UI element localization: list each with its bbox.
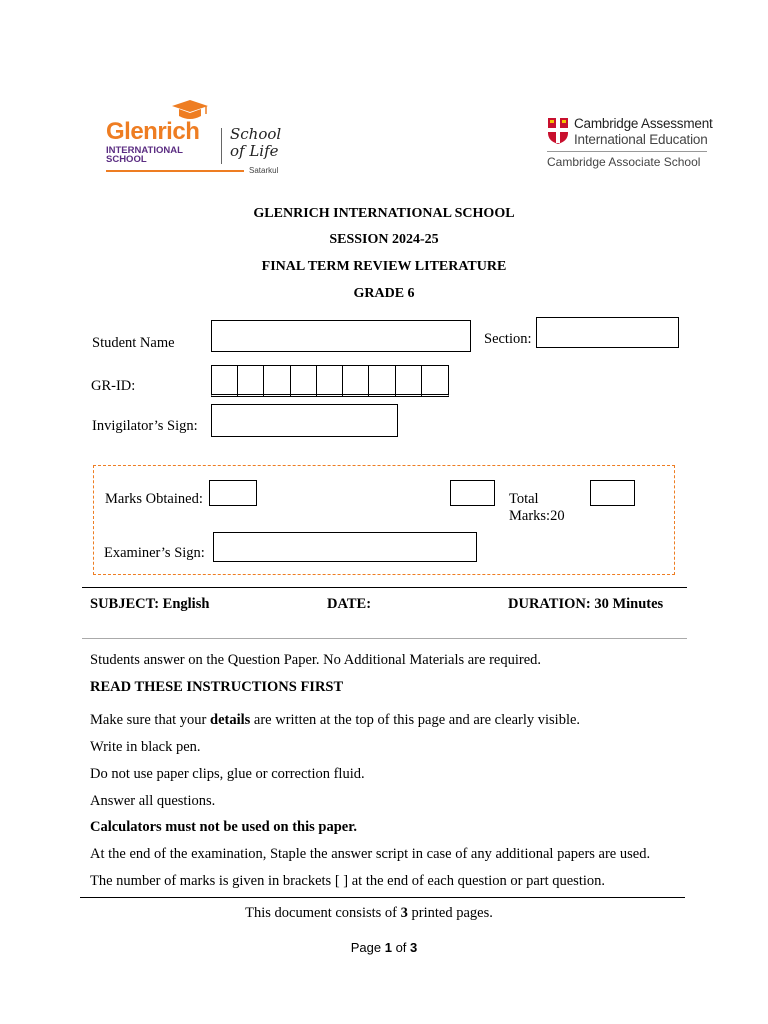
- logo-location: Satarkul: [249, 166, 279, 175]
- total-marks-field[interactable]: [590, 480, 635, 506]
- school-of-life-tagline: School of Life: [230, 125, 282, 160]
- glenrich-logo: [104, 98, 294, 178]
- instruction-calculators: Calculators must not be used on this paper.: [90, 819, 357, 835]
- invigilator-sign-field[interactable]: [211, 404, 398, 437]
- document-page-count: This document consists of 3 printed pages.: [245, 905, 493, 921]
- examiner-sign-field[interactable]: [213, 532, 477, 562]
- gr-id-cell[interactable]: [238, 366, 264, 396]
- exam-title: FINAL TERM REVIEW LITERATURE: [261, 259, 507, 274]
- logo-divider: [221, 128, 222, 164]
- date-text: DATE:: [327, 596, 372, 612]
- instruction-staple: At the end of the examination, Staple the answer script in case of any additional papers are used.: [90, 846, 651, 862]
- duration-text: DURATION: 30 Minutes: [508, 596, 664, 612]
- examiner-sign-label: Examiner’s Sign:: [104, 545, 205, 561]
- student-name-field[interactable]: [211, 320, 471, 352]
- subject-bottom-rule: [82, 638, 687, 639]
- session-title: SESSION 2024-25: [329, 232, 439, 247]
- school-title: GLENRICH INTERNATIONAL SCHOOL: [253, 206, 515, 221]
- glenrich-school-text: INTERNATIONAL SCHOOL: [106, 145, 183, 165]
- instruction-marks: The number of marks is given in brackets [ ] at the end of each question or part question.: [90, 873, 605, 889]
- gr-id-label: GR-ID:: [91, 378, 136, 394]
- grade-title: GRADE 6: [353, 286, 415, 301]
- glenrich-wordmark: Glenrich: [106, 118, 200, 145]
- cambridge-shield-icon: [547, 117, 569, 145]
- gr-id-field[interactable]: [211, 365, 449, 397]
- section-label: Section:: [484, 331, 532, 347]
- gr-id-cell[interactable]: [212, 366, 238, 396]
- page-number: Page 1 of 3: [350, 940, 418, 955]
- marks-obtained-field[interactable]: [209, 480, 257, 506]
- subject-text: SUBJECT: English: [90, 596, 210, 612]
- total-marks-label: Total Marks:20: [509, 491, 565, 524]
- instruction-details: Make sure that your details are written at the top of this page and are clearly visible.: [90, 712, 581, 728]
- gr-id-cell[interactable]: [396, 366, 422, 396]
- gr-id-cell[interactable]: [422, 366, 448, 396]
- instruction-clips: Do not use paper clips, glue or correction fluid.: [90, 766, 365, 782]
- marks-extra-field[interactable]: [450, 480, 495, 506]
- section-field[interactable]: [536, 317, 679, 348]
- instruction-answer-all: Answer all questions.: [90, 793, 216, 809]
- cambridge-divider: [547, 151, 707, 152]
- student-name-label: Student Name: [92, 335, 175, 351]
- invigilator-sign-label: Invigilator’s Sign:: [92, 418, 198, 434]
- cambridge-line3: Cambridge Associate School: [547, 155, 701, 169]
- gr-id-cell[interactable]: [317, 366, 343, 396]
- instructions-intro: Students answer on the Question Paper. No Additional Materials are required.: [90, 652, 542, 668]
- logo-underline: [106, 170, 244, 172]
- cambridge-logo: [547, 115, 717, 175]
- gr-id-cell[interactable]: [291, 366, 317, 396]
- cambridge-line2: International Education: [574, 132, 708, 147]
- instructions-heading: READ THESE INSTRUCTIONS FIRST: [90, 679, 344, 695]
- subject-top-rule: [82, 587, 687, 588]
- instruction-pen: Write in black pen.: [90, 739, 201, 755]
- gr-id-cell[interactable]: [369, 366, 395, 396]
- gr-id-cell[interactable]: [343, 366, 369, 396]
- cambridge-line1: Cambridge Assessment: [574, 116, 713, 131]
- gr-id-cell[interactable]: [264, 366, 290, 396]
- footer-rule: [80, 897, 685, 898]
- marks-obtained-label: Marks Obtained:: [105, 491, 203, 507]
